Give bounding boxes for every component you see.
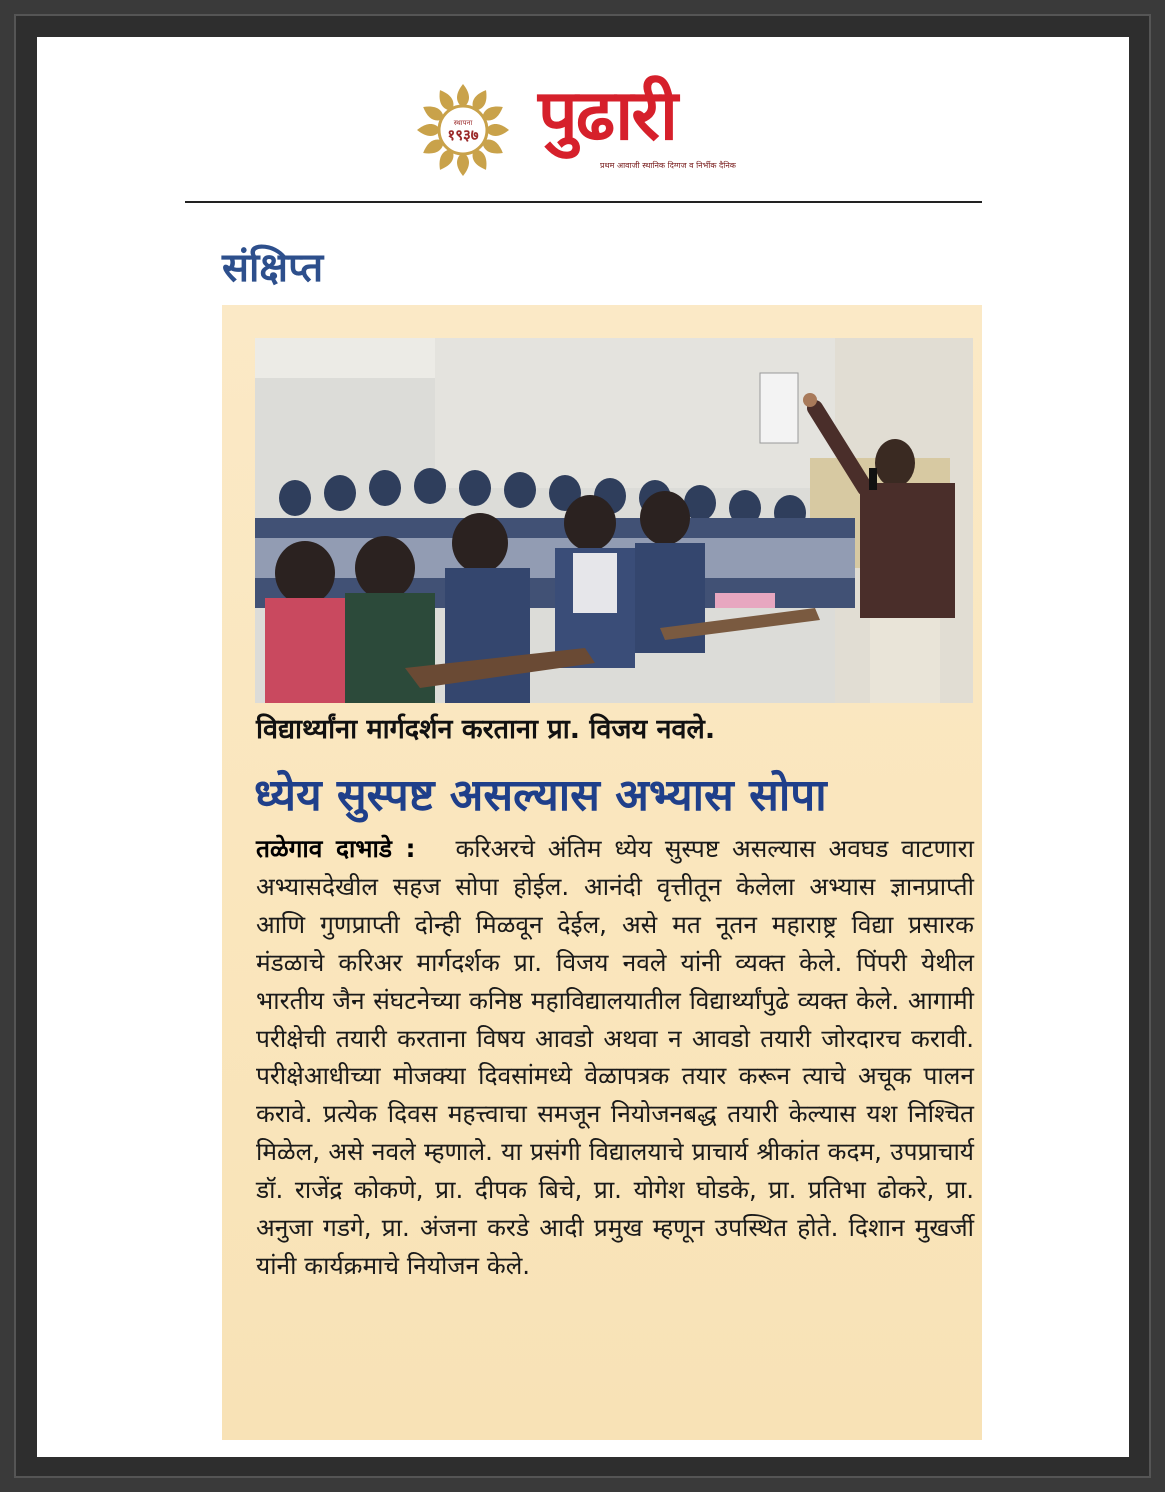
emblem-logo [410,80,516,180]
newspaper-brand [530,68,780,168]
brand-tagline: प्रथम आवाजी स्थानिक दिग्गज व निर्भीक दैनिक [600,161,736,170]
news-clipping [222,305,982,1440]
article-photo [255,338,973,703]
brand-name: पुढारी [538,74,677,156]
emblem-small-text: स्थापना [453,119,473,127]
article-headline: ध्येय सुस्पष्ट असल्यास अभ्यास सोपा [254,770,827,821]
article-dateline: तळेगाव दाभाडे : [256,834,443,863]
photo-caption: विद्यार्थ्यांना मार्गदर्शन करताना प्रा. विजय नवले. [256,714,716,745]
emblem-year: १९३७ [447,126,479,144]
masthead-divider [185,201,982,203]
section-label: संक्षिप्त [222,245,324,291]
article-body-text: करिअरचे अंतिम ध्येय सुस्पष्ट असल्यास अवघड वाटणारा अभ्यासदेखील सहज सोपा होईल. आनंदी वृत्तीतून केलेला अभ्यास ज्ञानप्राप्ती आणि गुणप्राप्ती दोन्ही मिळवून देईल, असे मत नूतन महाराष्ट्र विद्या प्रसारक मंडळाचे करिअर मार्गदर्शक प्रा. विजय नवले यांनी व्यक्त केले. पिंपरी येथील भारतीय जैन संघटनेच्या कनिष्ठ महाविद्यालयातील विद्यार्थ्यांपुढे व्यक्त केले. आगामी परीक्षेची तयारी करताना विषय आवडो अथवा न आवडो तयारी जोरदारच करावी. परीक्षेआधीच्या मोजक्या दिवसांमध्ये वेळापत्रक तयार करून त्याचे अचूक पालन करावे. प्रत्येक दिवस महत्त्वाचा समजून नियोजनबद्ध तयारी केल्यास यश निश्चित मिळेल, असे नवले म्हणाले. या प्रसंगी विद्यालयाचे प्राचार्य श्रीकांत कदम, उपप्राचार्य डॉ. राजेंद्र कोकणे, प्रा. दीपक बिचे, प्रा. योगेश घोडके, प्रा. प्रतिभा ढोकरे, प्रा. अनुजा गडगे, प्रा. अंजना करडे आदी प्रमुख म्हणून उपस्थित होते. दिशान मुखर्जी यांनी कार्यक्रमाचे नियोजन केले. [256,834,975,1280]
article-body [256,830,974,1285]
